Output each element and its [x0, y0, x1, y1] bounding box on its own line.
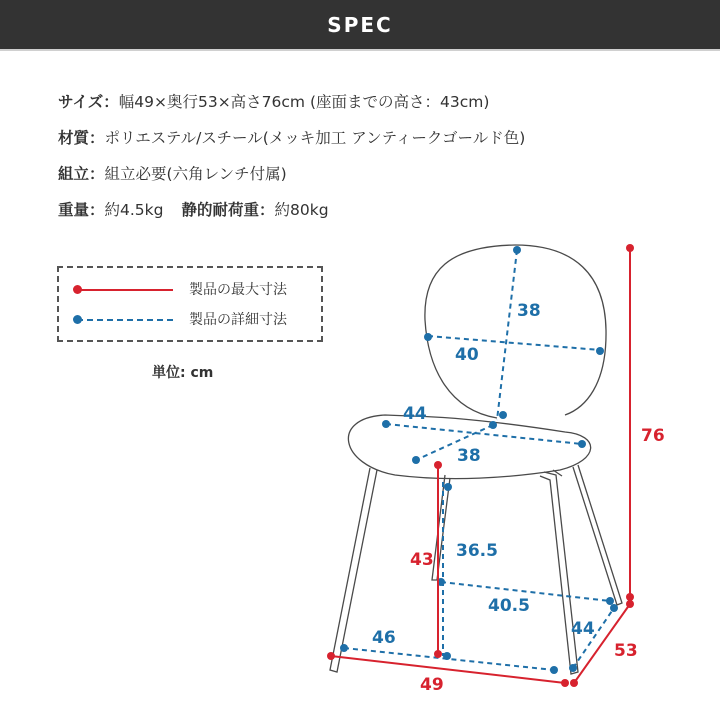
spec-label: 静的耐荷重：: [181, 201, 275, 219]
leg-height-label: 36.5: [456, 541, 498, 561]
unit-label: 単位: cm: [152, 365, 214, 381]
backrest-width-label: 40: [455, 345, 479, 365]
page-title: SPEC: [327, 12, 393, 37]
legend-label: 製品の詳細寸法: [189, 312, 287, 328]
spec-label: 材質：: [58, 129, 105, 147]
front-leg-span-label: 46: [372, 628, 396, 648]
spec-value: 約80kg: [274, 201, 329, 219]
side-leg-span-label: 44: [571, 619, 595, 639]
seat-width-label: 44: [403, 404, 427, 424]
spec-value: 約4.5kg: [104, 201, 164, 219]
spec-label: 重量：: [58, 201, 105, 219]
back-leg-span-label: 40.5: [488, 596, 530, 616]
spec-value: 組立必要(六角レンチ付属): [104, 165, 287, 183]
backrest-height-label: 38: [517, 301, 541, 321]
seat-depth-label: 38: [457, 446, 481, 466]
seat-height-label: 43: [410, 550, 434, 570]
dimension-labels: [372, 301, 665, 695]
total-depth-label: 53: [614, 641, 638, 661]
spec-value: ポリエステル/スチール(メッキ加工 アンティークゴールド色): [104, 129, 526, 147]
total-width-label: 49: [420, 675, 444, 695]
spec-label: サイズ：: [58, 93, 119, 111]
legend-label: 製品の最大寸法: [189, 282, 287, 298]
spec-label: 組立：: [58, 165, 105, 183]
spec-value: 幅49×奥行53×高さ76cm (座面までの高さ：43cm): [118, 93, 490, 111]
total-height-label: 76: [641, 426, 665, 446]
